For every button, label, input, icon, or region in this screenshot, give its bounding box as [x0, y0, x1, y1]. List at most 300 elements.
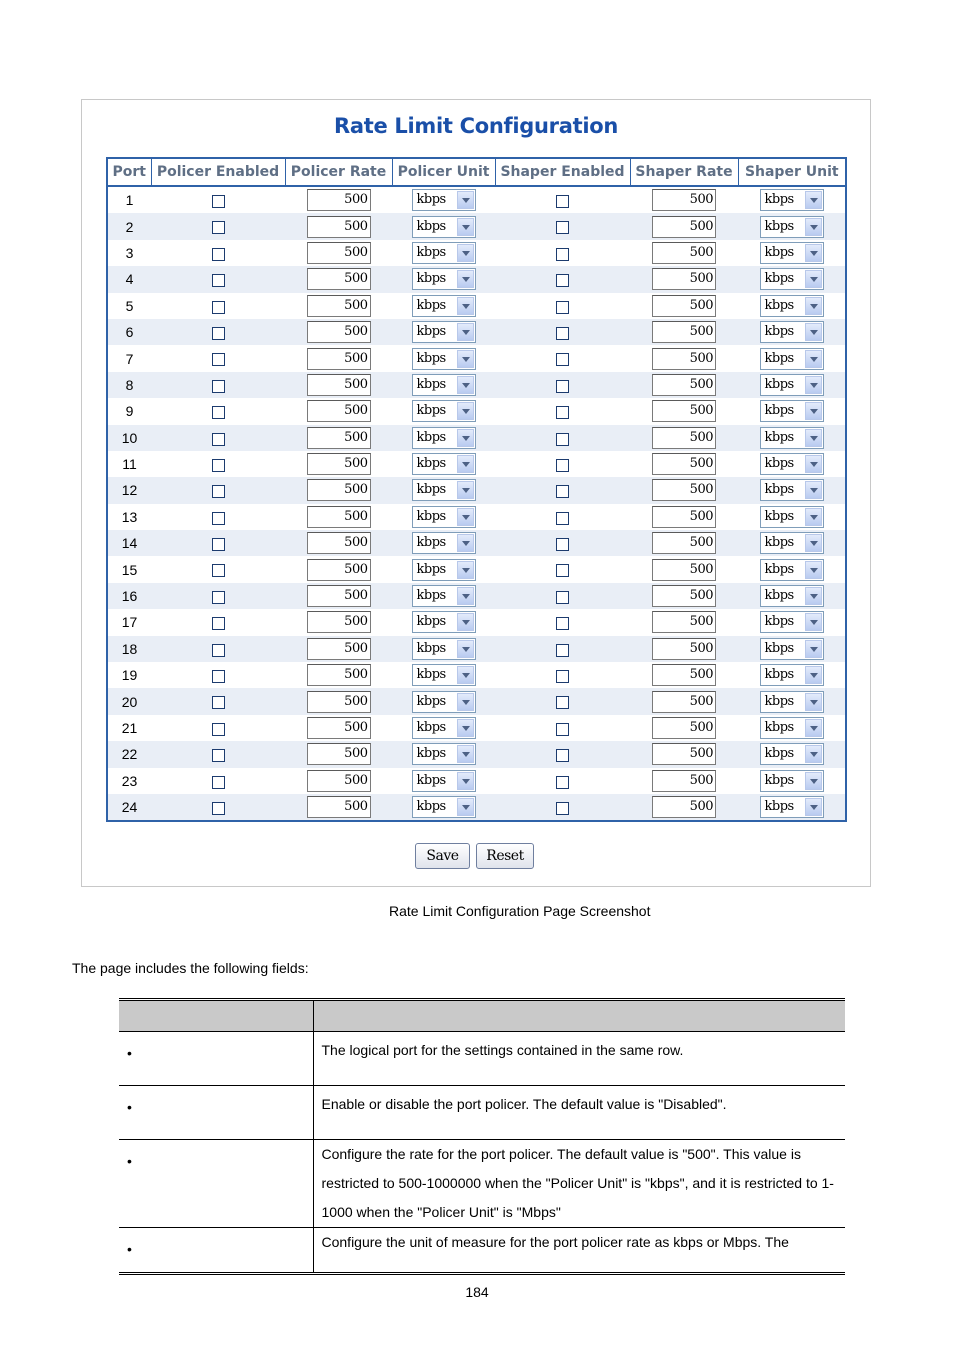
shaper-enabled-checkbox[interactable]	[556, 406, 569, 419]
policer-rate-input[interactable]: 500	[307, 295, 371, 317]
intro-text: The page includes the following fields:	[72, 960, 309, 976]
policer-rate-input[interactable]: 500	[307, 348, 371, 370]
policer-rate-input[interactable]: 500	[307, 638, 371, 660]
policer-unit-select[interactable]	[412, 295, 476, 317]
shaper-unit-select[interactable]	[760, 585, 824, 607]
shaper-unit-value: kbps	[764, 429, 794, 445]
field-description: Configure the unit of measure for the port policer rate as kbps or Mbps. The	[313, 1228, 845, 1274]
chevron-down-icon[interactable]	[805, 719, 822, 737]
policer-unit-select[interactable]	[412, 717, 476, 739]
shaper-unit-value: kbps	[764, 614, 794, 630]
policer-unit-value: kbps	[416, 297, 446, 313]
policer-unit-value: kbps	[416, 508, 446, 524]
policer-unit-select[interactable]	[412, 532, 476, 554]
chevron-down-icon[interactable]	[457, 745, 474, 763]
chevron-down-icon[interactable]	[805, 429, 822, 447]
policer-unit-value: kbps	[416, 720, 446, 735]
policer-rate-input[interactable]: 500	[307, 743, 371, 765]
table-row	[107, 636, 846, 662]
chevron-down-icon[interactable]	[805, 270, 822, 288]
chevron-down-icon[interactable]	[805, 693, 822, 711]
chevron-down-icon[interactable]	[805, 455, 822, 473]
table-row	[107, 768, 846, 794]
shaper-unit-select[interactable]	[760, 479, 824, 501]
shaper-unit-select[interactable]	[760, 506, 824, 528]
shaper-unit-value: kbps	[764, 799, 794, 815]
bullet: •	[127, 1153, 132, 1169]
chevron-down-icon[interactable]	[457, 613, 474, 631]
shaper-unit-value: kbps	[764, 456, 794, 472]
shaper-unit-select[interactable]	[760, 216, 824, 238]
chevron-down-icon[interactable]	[457, 270, 474, 288]
shaper-unit-select[interactable]	[760, 559, 824, 581]
port-cell: 2	[107, 213, 151, 239]
shaper-enabled-checkbox[interactable]	[556, 274, 569, 287]
shaper-rate-input[interactable]: 500	[652, 691, 716, 713]
field-row	[119, 1032, 845, 1086]
chevron-down-icon[interactable]	[805, 772, 822, 790]
policer-rate-input[interactable]: 500	[307, 189, 371, 211]
page-title: Rate Limit Configuration	[334, 114, 618, 138]
shaper-enabled-checkbox[interactable]	[556, 353, 569, 366]
bullet: •	[127, 1241, 132, 1257]
policer-enabled-checkbox[interactable]	[212, 433, 225, 446]
chevron-down-icon[interactable]	[805, 218, 822, 236]
table-row	[107, 741, 846, 767]
shaper-enabled-checkbox[interactable]	[556, 749, 569, 762]
shaper-rate-input[interactable]: 500	[652, 374, 716, 396]
shaper-unit-value: kbps	[764, 324, 794, 340]
shaper-rate-input[interactable]: 500	[652, 559, 716, 581]
table-row	[107, 425, 846, 451]
field-description: Enable or disable the port policer. The default value is "Disabled".	[313, 1086, 845, 1140]
shaper-unit-select[interactable]	[760, 611, 824, 633]
shaper-unit-value: kbps	[764, 561, 794, 577]
policer-rate-input[interactable]: 500	[307, 717, 371, 739]
shaper-enabled-checkbox[interactable]	[556, 696, 569, 709]
policer-unit-select[interactable]	[412, 638, 476, 660]
policer-unit-select[interactable]	[412, 664, 476, 686]
shaper-enabled-checkbox[interactable]	[556, 248, 569, 261]
policer-unit-value: kbps	[416, 192, 446, 208]
shaper-enabled-checkbox[interactable]	[556, 776, 569, 789]
policer-unit-value: kbps	[416, 350, 446, 366]
chevron-down-icon[interactable]	[805, 481, 822, 499]
shaper-enabled-checkbox[interactable]	[556, 538, 569, 551]
policer-rate-input[interactable]: 500	[307, 216, 371, 238]
chevron-down-icon[interactable]	[805, 402, 822, 420]
shaper-unit-value: kbps	[764, 192, 794, 208]
policer-unit-select[interactable]	[412, 400, 476, 422]
shaper-enabled-checkbox[interactable]	[556, 380, 569, 393]
shaper-unit-select[interactable]	[760, 348, 824, 370]
shaper-unit-select[interactable]	[760, 691, 824, 713]
shaper-unit-select[interactable]	[760, 638, 824, 660]
shaper-rate-input[interactable]: 500	[652, 664, 716, 686]
chevron-down-icon[interactable]	[805, 561, 822, 579]
chevron-down-icon[interactable]	[457, 191, 474, 209]
shaper-enabled-checkbox[interactable]	[556, 485, 569, 498]
shaper-rate-input[interactable]: 500	[652, 400, 716, 422]
policer-enabled-checkbox[interactable]	[212, 274, 225, 287]
policer-unit-select[interactable]	[412, 559, 476, 581]
shaper-unit-select[interactable]	[760, 427, 824, 449]
policer-unit-value: kbps	[416, 693, 446, 709]
chevron-down-icon[interactable]	[805, 534, 822, 552]
policer-unit-select[interactable]	[412, 479, 476, 501]
policer-rate-input[interactable]: 500	[307, 242, 371, 264]
policer-enabled-checkbox[interactable]	[212, 327, 225, 340]
table-row	[107, 319, 846, 345]
fields-table	[119, 998, 845, 1275]
policer-enabled-checkbox[interactable]	[212, 617, 225, 630]
policer-unit-value: kbps	[416, 588, 446, 604]
shaper-unit-value: kbps	[764, 350, 794, 366]
field-row	[119, 1140, 845, 1228]
shaper-unit-value: kbps	[764, 535, 794, 551]
policer-unit-value: kbps	[416, 324, 446, 340]
policer-unit-value: kbps	[416, 772, 446, 788]
table-row	[107, 609, 846, 635]
policer-rate-input[interactable]: 500	[307, 427, 371, 449]
shaper-unit-value: kbps	[764, 244, 794, 260]
port-cell: 6	[107, 319, 151, 345]
policer-unit-value: kbps	[416, 640, 446, 656]
field-description: The logical port for the settings contained in the same row.	[313, 1032, 845, 1086]
table-row	[107, 794, 846, 821]
shaper-rate-input[interactable]: 500	[652, 532, 716, 554]
policer-rate-input[interactable]: 500	[307, 559, 371, 581]
chevron-down-icon[interactable]	[805, 666, 822, 684]
shaper-unit-value: kbps	[764, 403, 794, 419]
bullet: •	[127, 1099, 132, 1115]
chevron-down-icon[interactable]	[457, 772, 474, 790]
rate-limit-table	[106, 157, 847, 822]
port-cell: 23	[107, 768, 151, 794]
shaper-enabled-checkbox[interactable]	[556, 459, 569, 472]
shaper-rate-input[interactable]: 500	[652, 295, 716, 317]
column-header-policer-enabled: Policer Enabled	[151, 158, 285, 186]
shaper-unit-select[interactable]	[760, 743, 824, 765]
shaper-unit-select[interactable]	[760, 664, 824, 686]
policer-enabled-checkbox[interactable]	[212, 696, 225, 709]
shaper-rate-input[interactable]: 500	[652, 216, 716, 238]
shaper-enabled-checkbox[interactable]	[556, 670, 569, 683]
column-header-shaper-enabled: Shaper Enabled	[495, 158, 630, 186]
chevron-down-icon[interactable]	[805, 323, 822, 341]
port-cell: 18	[107, 636, 151, 662]
shaper-unit-select[interactable]	[760, 770, 824, 792]
policer-rate-input[interactable]: 500	[307, 400, 371, 422]
policer-enabled-checkbox[interactable]	[212, 221, 225, 234]
shaper-unit-value: kbps	[764, 271, 794, 287]
policer-enabled-checkbox[interactable]	[212, 802, 225, 815]
policer-unit-select[interactable]	[412, 374, 476, 396]
policer-enabled-checkbox[interactable]	[212, 723, 225, 736]
policer-enabled-checkbox[interactable]	[212, 195, 225, 208]
shaper-rate-input[interactable]: 500	[652, 242, 716, 264]
policer-rate-input[interactable]: 500	[307, 532, 371, 554]
chevron-down-icon[interactable]	[457, 508, 474, 526]
fields-header-description	[313, 1000, 845, 1032]
shaper-rate-input[interactable]: 500	[652, 321, 716, 343]
shaper-rate-input[interactable]: 500	[652, 770, 716, 792]
chevron-down-icon[interactable]	[805, 297, 822, 315]
chevron-down-icon[interactable]	[805, 587, 822, 605]
table-row	[107, 186, 846, 213]
port-cell: 4	[107, 266, 151, 292]
policer-unit-value: kbps	[416, 667, 446, 683]
shaper-enabled-checkbox[interactable]	[556, 723, 569, 736]
table-row	[107, 530, 846, 556]
figure-caption: Rate Limit Configuration Page Screenshot	[389, 903, 651, 919]
shaper-rate-input[interactable]: 500	[652, 611, 716, 633]
shaper-unit-select[interactable]	[760, 400, 824, 422]
policer-unit-select[interactable]	[412, 691, 476, 713]
port-cell: 13	[107, 504, 151, 530]
chevron-down-icon[interactable]	[457, 402, 474, 420]
chevron-down-icon[interactable]	[805, 244, 822, 262]
policer-unit-value: kbps	[416, 376, 446, 392]
chevron-down-icon[interactable]	[457, 455, 474, 473]
port-cell: 11	[107, 451, 151, 477]
table-row	[107, 266, 846, 292]
shaper-enabled-checkbox[interactable]	[556, 591, 569, 604]
shaper-unit-select[interactable]	[760, 532, 824, 554]
table-row	[107, 556, 846, 582]
policer-rate-input[interactable]: 500	[307, 691, 371, 713]
chevron-down-icon[interactable]	[457, 640, 474, 658]
port-cell: 10	[107, 425, 151, 451]
shaper-enabled-checkbox[interactable]	[556, 512, 569, 525]
chevron-down-icon[interactable]	[457, 429, 474, 447]
table-row	[107, 398, 846, 424]
chevron-down-icon[interactable]	[457, 297, 474, 315]
shaper-unit-select[interactable]	[760, 796, 824, 818]
table-row	[107, 240, 846, 266]
shaper-rate-input[interactable]: 500	[652, 585, 716, 607]
policer-rate-input[interactable]: 500	[307, 453, 371, 475]
chevron-down-icon[interactable]	[457, 561, 474, 579]
table-row	[107, 583, 846, 609]
shaper-unit-value: kbps	[764, 640, 794, 656]
shaper-rate-input[interactable]: 500	[652, 268, 716, 290]
shaper-rate-input[interactable]: 500	[652, 796, 716, 818]
shaper-unit-select[interactable]	[760, 321, 824, 343]
policer-unit-select[interactable]	[412, 453, 476, 475]
shaper-unit-value: kbps	[764, 693, 794, 709]
policer-unit-value: kbps	[416, 746, 446, 762]
column-header-shaper-rate: Shaper Rate	[630, 158, 738, 186]
policer-enabled-checkbox[interactable]	[212, 749, 225, 762]
shaper-unit-select[interactable]	[760, 189, 824, 211]
port-cell: 9	[107, 398, 151, 424]
shaper-enabled-checkbox[interactable]	[556, 644, 569, 657]
policer-enabled-checkbox[interactable]	[212, 591, 225, 604]
policer-rate-input[interactable]: 500	[307, 268, 371, 290]
shaper-enabled-checkbox[interactable]	[556, 221, 569, 234]
bullet: •	[127, 1045, 132, 1061]
port-cell: 22	[107, 741, 151, 767]
policer-enabled-checkbox[interactable]	[212, 512, 225, 525]
shaper-unit-select[interactable]	[760, 453, 824, 475]
policer-enabled-checkbox[interactable]	[212, 564, 225, 577]
chevron-down-icon[interactable]	[457, 693, 474, 711]
chevron-down-icon[interactable]	[457, 481, 474, 499]
shaper-unit-select[interactable]	[760, 242, 824, 264]
chevron-down-icon[interactable]	[457, 587, 474, 605]
chevron-down-icon[interactable]	[805, 745, 822, 763]
table-row	[107, 477, 846, 503]
policer-rate-input[interactable]: 500	[307, 585, 371, 607]
policer-enabled-checkbox[interactable]	[212, 538, 225, 551]
policer-enabled-checkbox[interactable]	[212, 670, 225, 683]
shaper-enabled-checkbox[interactable]	[556, 433, 569, 446]
chevron-down-icon[interactable]	[457, 350, 474, 368]
shaper-unit-value: kbps	[764, 218, 794, 234]
policer-unit-value: kbps	[416, 799, 446, 815]
save-button[interactable]: Save	[415, 843, 470, 869]
port-cell: 15	[107, 556, 151, 582]
policer-unit-select[interactable]	[412, 242, 476, 264]
shaper-unit-value: kbps	[764, 588, 794, 604]
table-row	[107, 293, 846, 319]
policer-unit-select[interactable]	[412, 611, 476, 633]
policer-unit-select[interactable]	[412, 348, 476, 370]
port-cell: 17	[107, 609, 151, 635]
port-cell: 24	[107, 794, 151, 821]
fields-header-row	[119, 1000, 845, 1032]
chevron-down-icon[interactable]	[805, 350, 822, 368]
shaper-rate-input[interactable]: 500	[652, 189, 716, 211]
shaper-enabled-checkbox[interactable]	[556, 301, 569, 314]
chevron-down-icon[interactable]	[457, 798, 474, 816]
port-cell: 8	[107, 372, 151, 398]
shaper-enabled-checkbox[interactable]	[556, 802, 569, 815]
policer-unit-select[interactable]	[412, 743, 476, 765]
policer-unit-value: kbps	[416, 535, 446, 551]
shaper-unit-select[interactable]	[760, 374, 824, 396]
table-row	[107, 372, 846, 398]
shaper-unit-value: kbps	[764, 667, 794, 683]
chevron-down-icon[interactable]	[457, 666, 474, 684]
field-row	[119, 1086, 845, 1140]
policer-rate-input[interactable]: 500	[307, 479, 371, 501]
screenshot-frame	[81, 99, 871, 887]
chevron-down-icon[interactable]	[805, 508, 822, 526]
shaper-unit-value: kbps	[764, 508, 794, 524]
policer-unit-value: kbps	[416, 403, 446, 419]
policer-enabled-checkbox[interactable]	[212, 644, 225, 657]
policer-unit-value: kbps	[416, 218, 446, 234]
policer-unit-value: kbps	[416, 456, 446, 472]
policer-rate-input[interactable]: 500	[307, 611, 371, 633]
policer-enabled-checkbox[interactable]	[212, 776, 225, 789]
policer-unit-select[interactable]	[412, 506, 476, 528]
policer-unit-select[interactable]	[412, 268, 476, 290]
shaper-unit-value: kbps	[764, 772, 794, 788]
shaper-rate-input[interactable]: 500	[652, 348, 716, 370]
policer-unit-select[interactable]	[412, 585, 476, 607]
shaper-unit-value: kbps	[764, 482, 794, 498]
policer-enabled-checkbox[interactable]	[212, 380, 225, 393]
shaper-unit-value: kbps	[764, 746, 794, 762]
chevron-down-icon[interactable]	[805, 613, 822, 631]
chevron-down-icon[interactable]	[457, 719, 474, 737]
shaper-enabled-checkbox[interactable]	[556, 327, 569, 340]
port-cell: 20	[107, 688, 151, 714]
shaper-enabled-checkbox[interactable]	[556, 617, 569, 630]
port-cell: 3	[107, 240, 151, 266]
chevron-down-icon[interactable]	[805, 640, 822, 658]
shaper-unit-select[interactable]	[760, 268, 824, 290]
policer-unit-select[interactable]	[412, 770, 476, 792]
shaper-unit-value: kbps	[764, 720, 794, 735]
policer-enabled-checkbox[interactable]	[212, 248, 225, 261]
policer-rate-input[interactable]: 500	[307, 321, 371, 343]
shaper-unit-select[interactable]	[760, 295, 824, 317]
table-row	[107, 715, 846, 741]
policer-unit-value: kbps	[416, 561, 446, 577]
table-header-row	[107, 158, 846, 186]
shaper-rate-input[interactable]: 500	[652, 427, 716, 449]
shaper-rate-input[interactable]: 500	[652, 506, 716, 528]
shaper-unit-value: kbps	[764, 376, 794, 392]
shaper-enabled-checkbox[interactable]	[556, 195, 569, 208]
policer-enabled-checkbox[interactable]	[212, 459, 225, 472]
policer-unit-value: kbps	[416, 614, 446, 630]
shaper-enabled-checkbox[interactable]	[556, 564, 569, 577]
policer-unit-value: kbps	[416, 482, 446, 498]
chevron-down-icon[interactable]	[457, 244, 474, 262]
shaper-unit-value: kbps	[764, 297, 794, 313]
chevron-down-icon[interactable]	[457, 323, 474, 341]
chevron-down-icon[interactable]	[805, 191, 822, 209]
policer-unit-select[interactable]	[412, 216, 476, 238]
chevron-down-icon[interactable]	[805, 376, 822, 394]
chevron-down-icon[interactable]	[457, 376, 474, 394]
policer-unit-select[interactable]	[412, 796, 476, 818]
policer-rate-input[interactable]: 500	[307, 770, 371, 792]
table-row	[107, 688, 846, 714]
chevron-down-icon[interactable]	[457, 534, 474, 552]
shaper-rate-input[interactable]: 500	[652, 717, 716, 739]
policer-unit-select[interactable]	[412, 427, 476, 449]
shaper-unit-select[interactable]	[760, 717, 824, 739]
policer-rate-input[interactable]: 500	[307, 664, 371, 686]
chevron-down-icon[interactable]	[457, 218, 474, 236]
policer-rate-input[interactable]: 500	[307, 796, 371, 818]
chevron-down-icon[interactable]	[805, 798, 822, 816]
policer-enabled-checkbox[interactable]	[212, 485, 225, 498]
reset-button[interactable]: Reset	[476, 843, 534, 869]
column-header-policer-rate: Policer Rate	[285, 158, 392, 186]
policer-unit-select[interactable]	[412, 321, 476, 343]
policer-unit-value: kbps	[416, 271, 446, 287]
shaper-rate-input[interactable]: 500	[652, 479, 716, 501]
policer-enabled-checkbox[interactable]	[212, 301, 225, 314]
policer-enabled-checkbox[interactable]	[212, 353, 225, 366]
shaper-rate-input[interactable]: 500	[652, 638, 716, 660]
policer-rate-input[interactable]: 500	[307, 374, 371, 396]
policer-enabled-checkbox[interactable]	[212, 406, 225, 419]
port-cell: 12	[107, 477, 151, 503]
policer-unit-select[interactable]	[412, 189, 476, 211]
fields-header-object	[119, 1000, 313, 1032]
policer-rate-input[interactable]: 500	[307, 506, 371, 528]
shaper-rate-input[interactable]: 500	[652, 743, 716, 765]
shaper-rate-input[interactable]: 500	[652, 453, 716, 475]
